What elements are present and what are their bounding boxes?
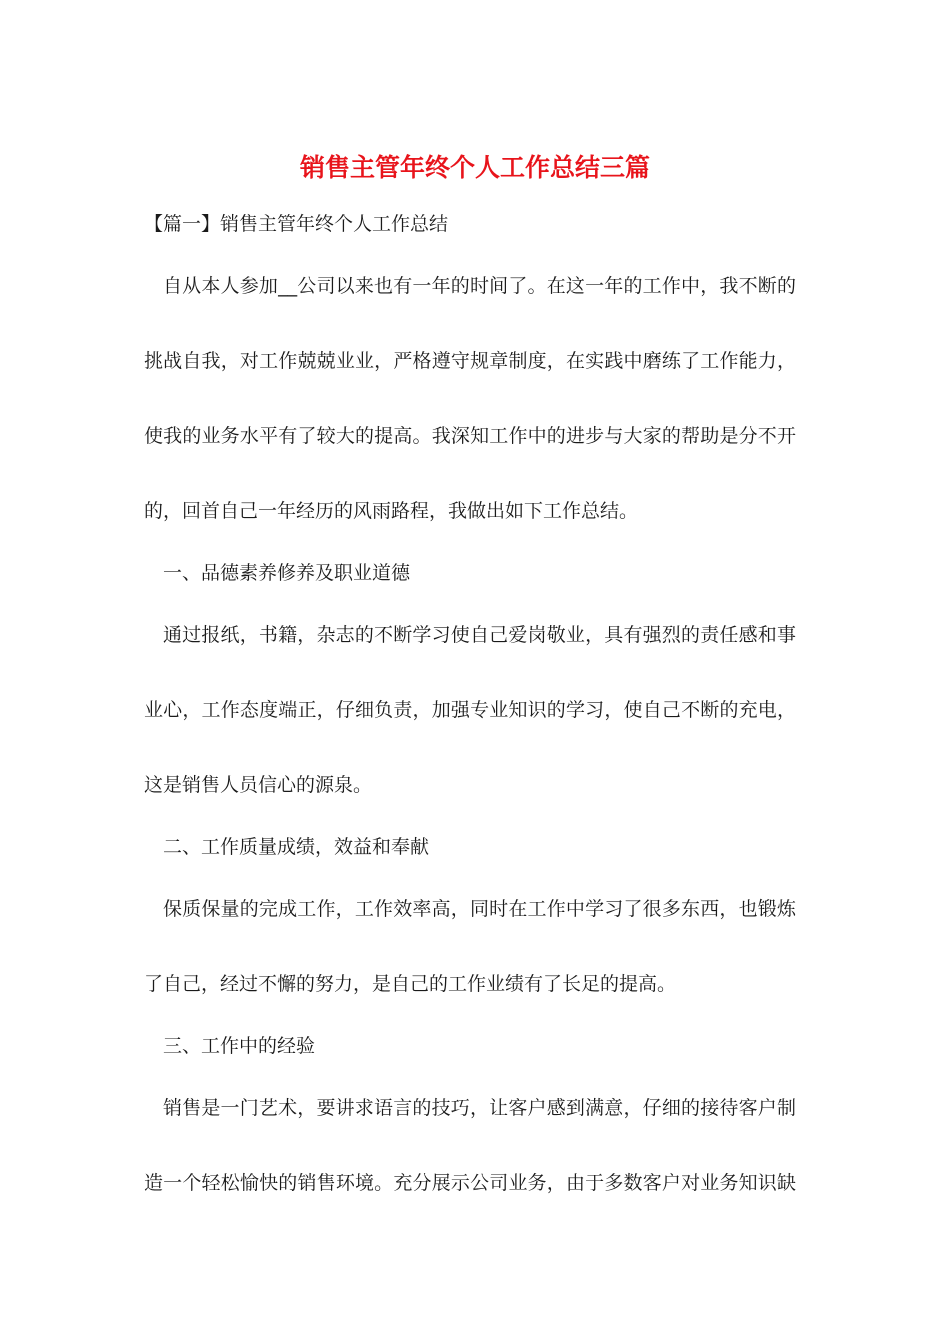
section-heading-part-one: 【篇一】销售主管年终个人工作总结 xyxy=(144,213,449,235)
paragraph-line: 业心，工作态度端正，仔细负责，加强专业知识的学习，使自己不断的充电， xyxy=(144,699,796,721)
subheading-three: 三、工作中的经验 xyxy=(163,1035,316,1057)
subheading-one: 一、品德素养修养及职业道德 xyxy=(163,562,411,584)
paragraph-line: 挑战自我，对工作兢兢业业，严格遵守规章制度，在实践中磨练了工作能力， xyxy=(144,350,796,372)
paragraph-line: 这是销售人员信心的源泉。 xyxy=(144,774,373,796)
document-title: 销售主管年终个人工作总结三篇 xyxy=(299,153,650,182)
paragraph-line: 使我的业务水平有了较大的提高。我深知工作中的进步与大家的帮助是分不开 xyxy=(144,425,796,447)
paragraph-line: 的，回首自己一年经历的风雨路程，我做出如下工作总结。 xyxy=(144,500,639,522)
paragraph-line: 自从本人参加__公司以来也有一年的时间了。在这一年的工作中，我不断的 xyxy=(163,275,796,297)
paragraph-line: 造一个轻松愉快的销售环境。充分展示公司业务，由于多数客户对业务知识缺 xyxy=(144,1172,796,1194)
paragraph-line: 通过报纸，书籍，杂志的不断学习使自己爱岗敬业，具有强烈的责任感和事 xyxy=(163,624,796,646)
paragraph-line: 销售是一门艺术，要讲求语言的技巧，让客户感到满意，仔细的接待客户制 xyxy=(163,1097,796,1119)
paragraph-line: 了自己，经过不懈的努力，是自己的工作业绩有了长足的提高。 xyxy=(144,973,677,995)
paragraph-line: 保质保量的完成工作，工作效率高，同时在工作中学习了很多东西，也锻炼 xyxy=(163,898,796,920)
subheading-two: 二、工作质量成绩，效益和奉献 xyxy=(163,836,430,858)
